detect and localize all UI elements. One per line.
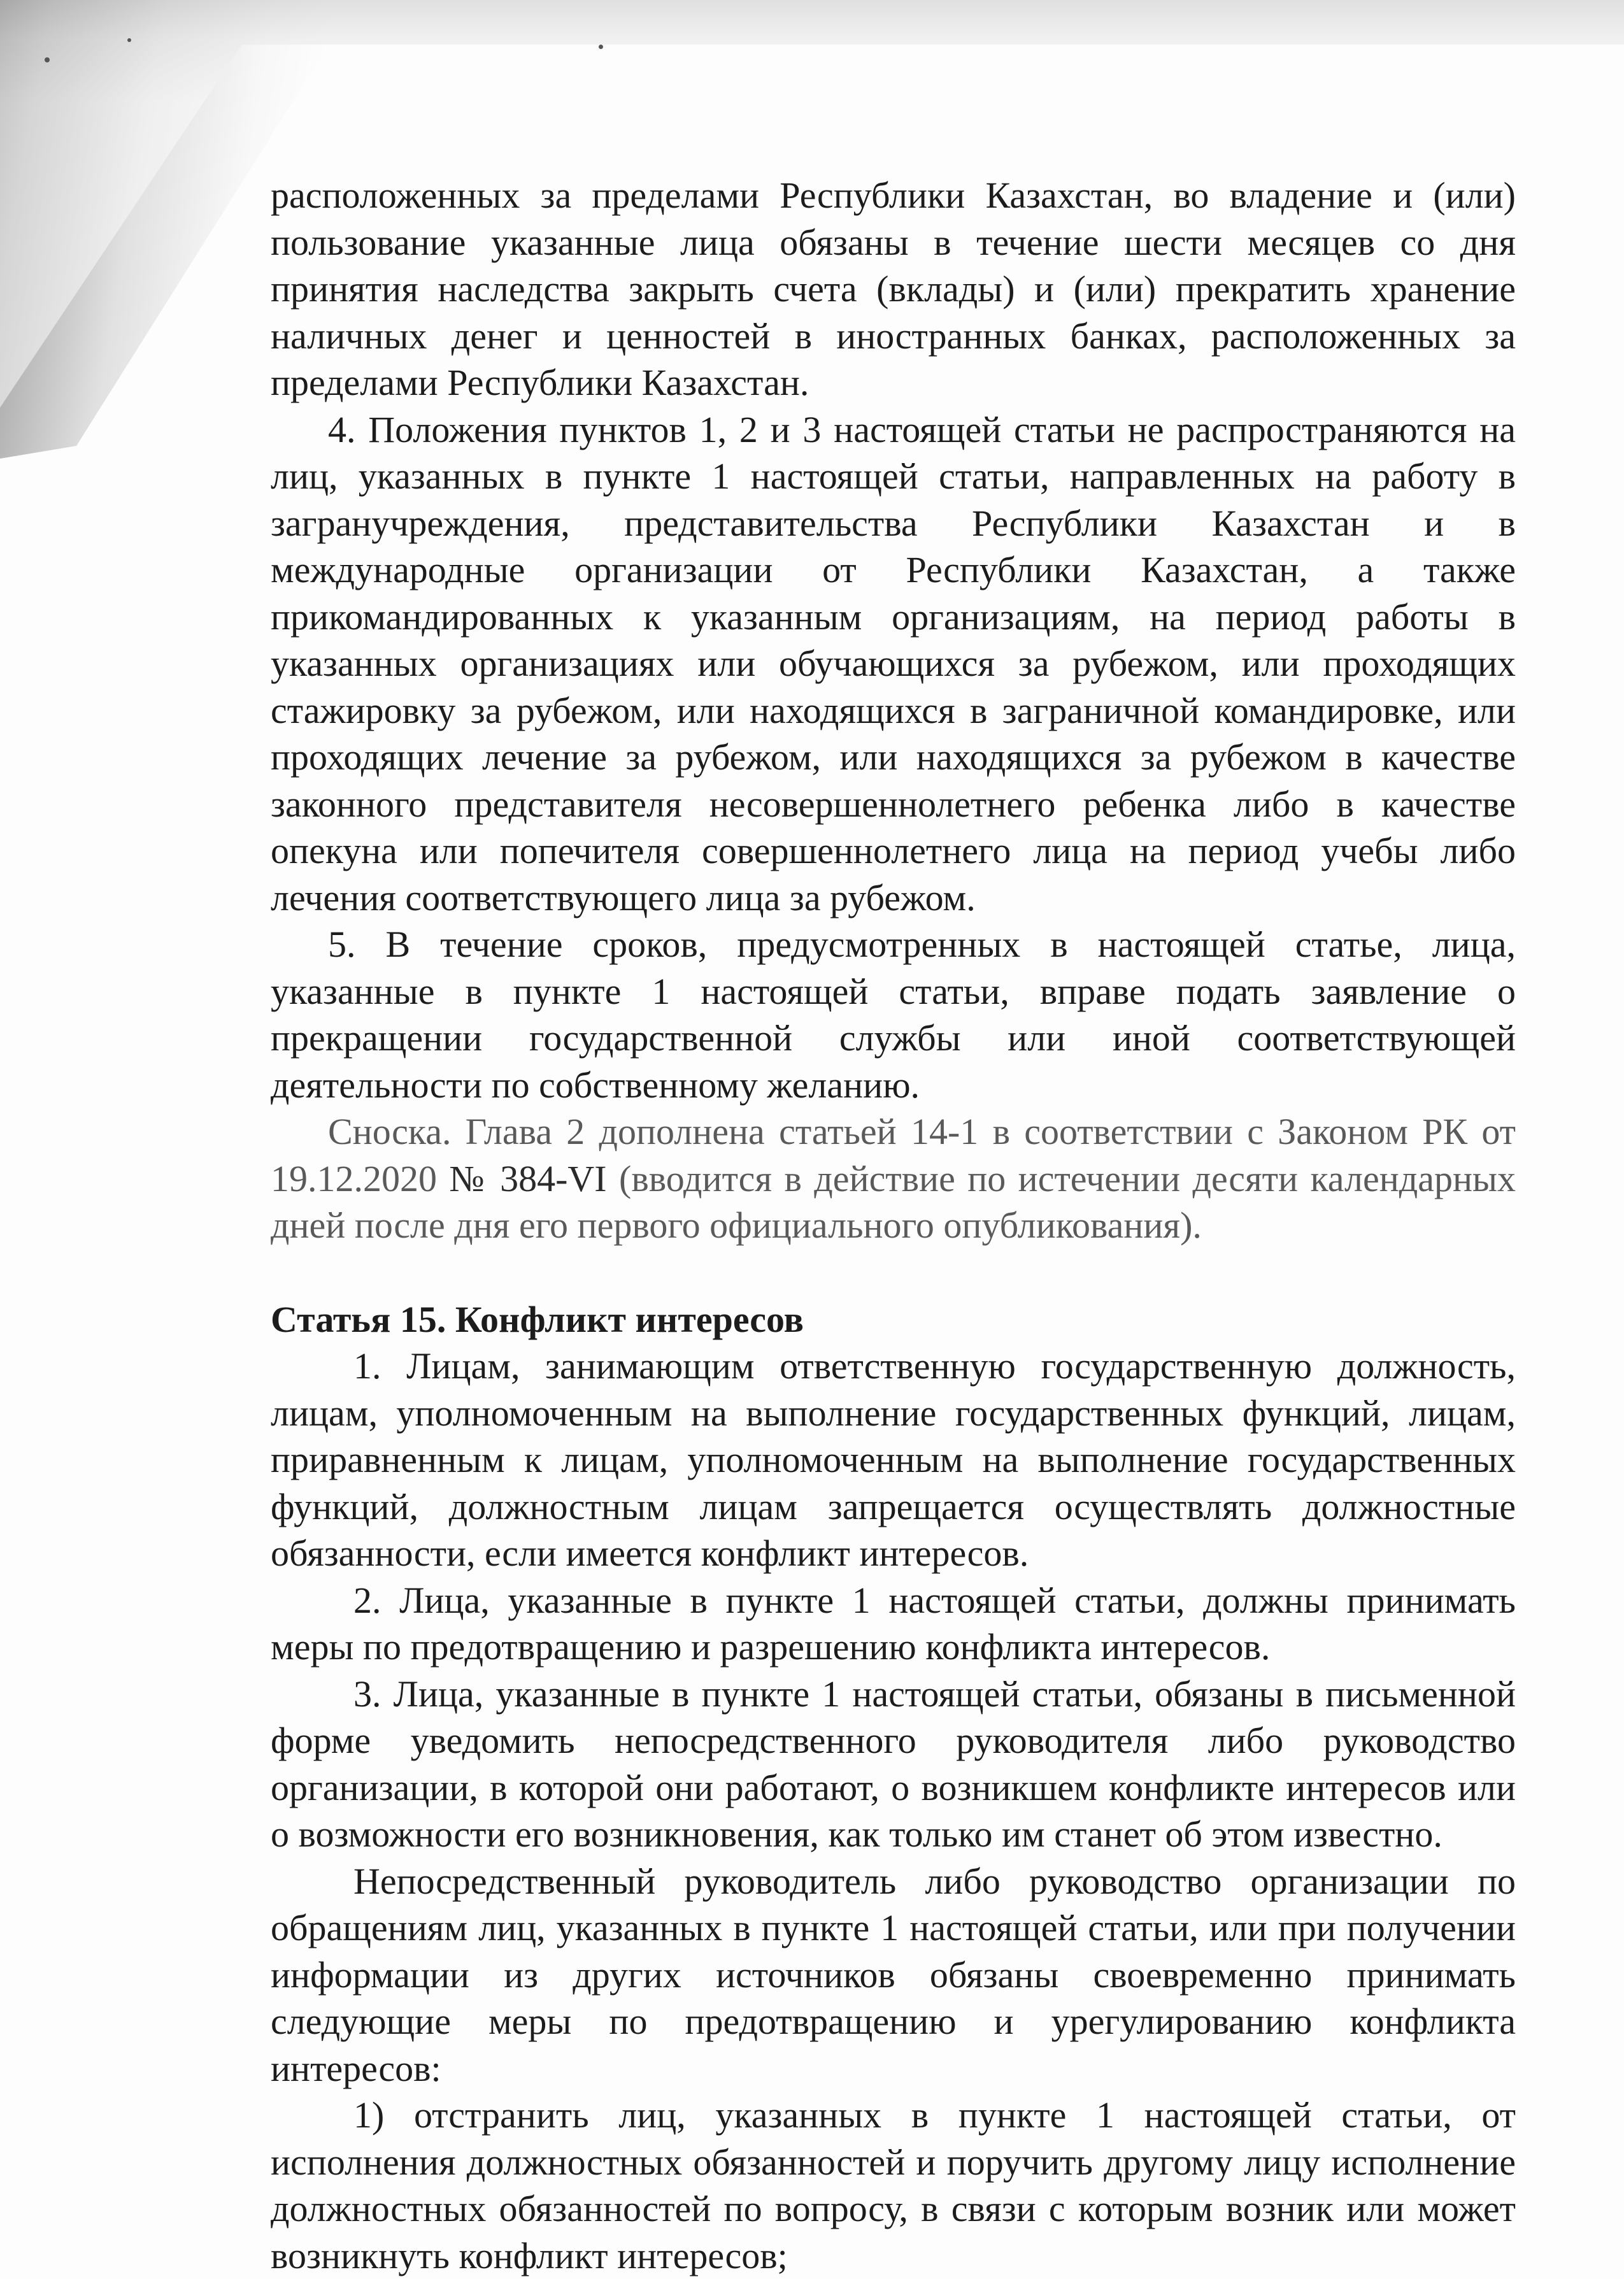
article15-paragraph-3: 3. Лица, указанные в пункте 1 настоящей статьи, обязаны в письменной форме уведомить непосредственного руководителя либо руководство организации, в которой они работают, о возникшем конфликте интересов или о возможности его возникновения, как только им станет об этом известно. xyxy=(271,1673,1516,1855)
document-body xyxy=(271,172,1516,2279)
article15-paragraph-3b: Непосредственный руководитель либо руководство организации по обращениям лиц, указанных в пункте 1 настоящей статьи, или при получении информации из других источников обязаны своевременно принимать следующие меры по предотвращению и урегулированию конфликта интересов: xyxy=(271,1860,1516,2089)
footnote xyxy=(271,1108,1516,1249)
paragraph-5: 5. В течение сроков, предусмотренных в настоящей статье, лица, указанные в пункте 1 настоящей статьи, вправе подать заявление о прекращении государственной службы или иной соответствующей деятельности по собственному желанию. xyxy=(271,924,1516,1106)
scan-speck xyxy=(45,57,50,62)
footnote-text-after: (вводится в действие по истечении десяти календарных дней после дня его первого официального опубликования). xyxy=(271,1157,1516,1246)
law-number-link[interactable]: № 384-VI xyxy=(449,1157,607,1199)
footnote-text-before: Сноска. Глава 2 дополнена статьей 14-1 в соответствии с Законом РК от 19.12.2020 xyxy=(271,1111,1516,1199)
scan-speck xyxy=(599,45,603,49)
article15-item-1: 1) отстранить лиц, указанных в пункте 1 настоящей статьи, от исполнения должностных обязанностей и поручить другому лицу исполнение должностных обязанностей по вопросу, в связи с которым возник или может возникнуть конфликт интересов; xyxy=(271,2094,1516,2276)
article15-paragraph-2: 2. Лица, указанные в пункте 1 настоящей статьи, должны принимать меры по предотвращению и разрешению конфликта интересов. xyxy=(271,1579,1516,1668)
paragraph-4: 4. Положения пунктов 1, 2 и 3 настоящей статьи не распространяются на лиц, указанных в пункте 1 настоящей статьи, направленных на работу в загранучреждения, представительства Республики Казахстан и в международные организации от Республики Казахстан, а также прикомандированных к указанным организациям, на период работы в указанных организациях или обучающихся за рубежом, или проходящих стажировку за рубежом, или находящихся в заграничной командировке, или проходящих лечение за рубежом, или находящихся за рубежом в качестве законного представителя несовершеннолетнего ребенка либо в качестве опекуна или попечителя совершеннолетнего лица на период учебы либо лечения соответствующего лица за рубежом. xyxy=(271,408,1516,918)
article15-paragraph-1: 1. Лицам, занимающим ответственную государственную должность, лицам, уполномоченным на выполнение государственных функций, лицам, приравненным к лицам, уполномоченным на выполнение государственных функций, должностным лицам запрещается осуществлять должностные обязанности, если имеется конфликт интересов. xyxy=(271,1345,1516,1574)
scan-speck xyxy=(127,38,131,42)
article-heading: Статья 15. Конфликт интересов xyxy=(271,1298,804,1340)
paragraph-continuation: расположенных за пределами Республики Казахстан, во владение и (или) пользование указанные лица обязаны в течение шести месяцев со дня принятия наследства закрыть счета (вклады) и (или) прекратить хранение наличных денег и ценностей в иностранных банках, расположенных за пределами Республики Казахстан. xyxy=(271,175,1516,403)
